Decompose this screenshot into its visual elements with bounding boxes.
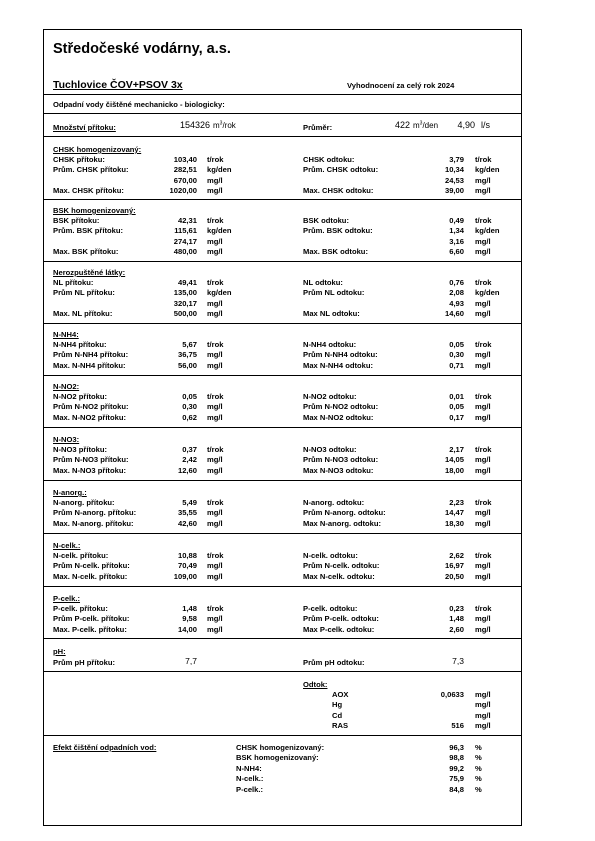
- divider: [43, 261, 522, 262]
- inflow-value: 480,00: [173, 247, 197, 257]
- avg-value: 422: [394, 120, 410, 130]
- inflow-value: 12,60: [177, 465, 197, 475]
- outflow-value: 10,34: [444, 165, 464, 175]
- inflow-value: 36,75: [177, 350, 197, 360]
- divider: [43, 533, 522, 534]
- inflow-unit: t/rok: [207, 392, 224, 401]
- outflow-unit: t/rok: [475, 551, 492, 560]
- inflow-value: 274,17: [173, 236, 197, 246]
- inflow-label: Prům N-anorg. přítoku:: [53, 508, 137, 518]
- outflow-unit: mg/l: [475, 236, 491, 246]
- inflow-value: 9,58: [182, 614, 197, 624]
- flow-sec-value: 4,90: [457, 120, 475, 130]
- outflow-value: 0,17: [449, 412, 464, 422]
- outflow-label: Max N-celk. odtoku:: [303, 571, 375, 581]
- outflow-param-unit: mg/l: [475, 690, 491, 699]
- efficiency-value: 84,8: [449, 784, 464, 794]
- outflow-unit: t/rok: [475, 498, 492, 507]
- outflow-label: Max NL odtoku:: [303, 309, 360, 319]
- outflow-unit: mg/l: [475, 624, 491, 634]
- outflow-value: 0,49: [449, 216, 464, 225]
- outflow-value: 14,60: [444, 309, 464, 319]
- flow-label: Množství přítoku:: [53, 123, 116, 132]
- avg-label: Průměr:: [303, 123, 333, 132]
- inflow-unit: kg/den: [207, 288, 232, 298]
- inflow-unit: kg/den: [207, 226, 232, 236]
- outflow-label: CHSK odtoku:: [303, 155, 355, 164]
- inflow-value: 282,51: [173, 165, 197, 175]
- outflow-value: 0,05: [449, 402, 464, 412]
- efficiency-label: N-celk.:: [236, 774, 264, 784]
- outflow-label: N-NO3 odtoku:: [303, 445, 357, 454]
- inflow-unit: mg/l: [207, 247, 223, 257]
- inflow-label: Max. N-anorg. přítoku:: [53, 518, 134, 528]
- outflow-label: Prům. CHSK odtoku:: [303, 165, 379, 175]
- avg-unit: $m^3$/den: [413, 120, 439, 130]
- outflow-unit: kg/den: [475, 226, 500, 236]
- outflow-unit: t/rok: [475, 340, 492, 349]
- outflow-unit: mg/l: [475, 175, 491, 185]
- outflow-unit: mg/l: [475, 247, 491, 257]
- inflow-label: Prům. BSK přítoku:: [53, 226, 124, 236]
- inflow-value: 42,31: [177, 216, 197, 225]
- inflow-unit: t/rok: [207, 278, 224, 287]
- divider: [43, 427, 522, 428]
- outflow-label: Prům N-NO3 odtoku:: [303, 455, 379, 465]
- inflow-unit: mg/l: [207, 571, 223, 581]
- outflow-value: 1,34: [449, 226, 464, 236]
- inflow-unit: mg/l: [207, 186, 223, 196]
- section-title: N-NO3:: [53, 435, 80, 444]
- inflow-label: N-NO2 přítoku:: [53, 392, 107, 401]
- inflow-label: NL přítoku:: [53, 278, 94, 287]
- inflow-label: Max. NL přítoku:: [53, 309, 113, 319]
- outflow-label: Max N-anorg. odtoku:: [303, 518, 382, 528]
- inflow-label: Max. BSK přítoku:: [53, 247, 119, 257]
- inflow-unit: mg/l: [207, 614, 223, 624]
- inflow-value: 35,55: [177, 508, 197, 518]
- flow-sec-unit: l/s: [481, 120, 490, 130]
- outflow-value: 2,23: [449, 498, 464, 507]
- outflow-label: Max N-NO2 odtoku:: [303, 412, 374, 422]
- outflow-param-unit: mg/l: [475, 700, 491, 710]
- efficiency-unit: %: [475, 753, 482, 763]
- divider: [43, 94, 522, 95]
- inflow-unit: t/rok: [207, 498, 224, 507]
- inflow-unit: mg/l: [207, 360, 223, 370]
- outflow-value: 6,60: [449, 247, 464, 257]
- inflow-unit: mg/l: [207, 508, 223, 518]
- efficiency-value: 75,9: [449, 774, 464, 784]
- inflow-value: 1020,00: [169, 186, 197, 196]
- inflow-label: Prům N-celk. přítoku:: [53, 561, 130, 571]
- outflow-value: 4,93: [449, 298, 464, 308]
- outflow-param-label: Hg: [332, 700, 343, 710]
- outflow-value: 1,48: [449, 614, 464, 624]
- inflow-label: P-celk. přítoku:: [53, 604, 108, 613]
- inflow-unit: t/rok: [207, 340, 224, 349]
- section-title: Nerozpuštěné látky:: [53, 268, 126, 277]
- outflow-unit: t/rok: [475, 445, 492, 454]
- outflow-value: 16,97: [444, 561, 464, 571]
- outflow-unit: t/rok: [475, 392, 492, 401]
- efficiency-unit: %: [475, 743, 482, 752]
- outflow-param-value: 0,0633: [440, 690, 464, 699]
- inflow-value: 14,00: [177, 624, 197, 634]
- inflow-value: 103,40: [173, 155, 197, 164]
- outflow-title: Odtok:: [303, 680, 328, 689]
- outflow-unit: mg/l: [475, 186, 491, 196]
- inflow-label: BSK přítoku:: [53, 216, 100, 225]
- inflow-value: 0,30: [182, 402, 197, 412]
- outflow-label: Prům P-celk. odtoku:: [303, 614, 379, 624]
- outflow-param-unit: mg/l: [475, 710, 491, 720]
- inflow-value: 135,00: [173, 288, 197, 298]
- outflow-unit: mg/l: [475, 518, 491, 528]
- outflow-unit: mg/l: [475, 455, 491, 465]
- inflow-value: 10,88: [177, 551, 197, 560]
- inflow-unit: mg/l: [207, 309, 223, 319]
- inflow-unit: mg/l: [207, 561, 223, 571]
- outflow-value: 0,01: [449, 392, 464, 401]
- section-title: N-NH4:: [53, 330, 79, 339]
- outflow-value: 2,60: [449, 624, 464, 634]
- outflow-unit: mg/l: [475, 309, 491, 319]
- outflow-label: Prům N-celk. odtoku:: [303, 561, 380, 571]
- inflow-label: Prům NL přítoku:: [53, 288, 115, 298]
- inflow-value: 49,41: [177, 278, 197, 287]
- water-type: Odpadní vody čištěné mechanicko - biologicky:: [53, 100, 225, 109]
- outflow-unit: mg/l: [475, 350, 491, 360]
- plant-name: Tuchlovice ČOV+PSOV 3x: [53, 79, 183, 91]
- section-title: CHSK homogenizovaný:: [53, 145, 142, 154]
- outflow-label: Prům N-NH4 odtoku:: [303, 350, 378, 360]
- divider: [43, 323, 522, 324]
- outflow-unit: t/rok: [475, 216, 492, 225]
- inflow-unit: mg/l: [207, 298, 223, 308]
- outflow-unit: mg/l: [475, 508, 491, 518]
- inflow-unit: mg/l: [207, 412, 223, 422]
- outflow-value: 0,71: [449, 360, 464, 370]
- inflow-label: Prům N-NH4 přítoku:: [53, 350, 129, 360]
- ph-out-label: Prům pH odtoku:: [303, 658, 365, 667]
- section-title: N-celk.:: [53, 541, 81, 550]
- efficiency-label: P-celk.:: [236, 784, 264, 794]
- inflow-value: 1,48: [182, 604, 197, 613]
- outflow-unit: mg/l: [475, 298, 491, 308]
- inflow-label: N-NH4 přítoku:: [53, 340, 107, 349]
- efficiency-label: CHSK homogenizovaný:: [236, 743, 325, 752]
- outflow-unit: mg/l: [475, 571, 491, 581]
- outflow-unit: t/rok: [475, 604, 492, 613]
- inflow-unit: mg/l: [207, 402, 223, 412]
- inflow-value: 500,00: [173, 309, 197, 319]
- divider: [43, 480, 522, 481]
- outflow-unit: t/rok: [475, 278, 492, 287]
- outflow-label: Max P-celk. odtoku:: [303, 624, 375, 634]
- outflow-unit: t/rok: [475, 155, 492, 164]
- efficiency-unit: %: [475, 774, 482, 784]
- outflow-param-label: AOX: [332, 690, 349, 699]
- inflow-label: N-celk. přítoku:: [53, 551, 109, 560]
- outflow-label: Prům. BSK odtoku:: [303, 226, 373, 236]
- outflow-param-label: RAS: [332, 721, 349, 731]
- inflow-label: Max. N-NO3 přítoku:: [53, 465, 126, 475]
- inflow-unit: t/rok: [207, 216, 224, 225]
- divider: [43, 375, 522, 376]
- inflow-value: 2,42: [182, 455, 197, 465]
- inflow-unit: t/rok: [207, 445, 224, 454]
- efficiency-value: 99,2: [449, 763, 464, 773]
- outflow-param-unit: mg/l: [475, 721, 491, 731]
- outflow-unit: mg/l: [475, 465, 491, 475]
- ph-out-value: 7,3: [452, 656, 464, 666]
- section-title: P-celk.:: [53, 594, 81, 603]
- inflow-unit: mg/l: [207, 455, 223, 465]
- inflow-label: Max. N-NH4 přítoku:: [53, 360, 126, 370]
- outflow-value: 18,30: [444, 518, 464, 528]
- divider: [43, 199, 522, 200]
- outflow-label: N-NO2 odtoku:: [303, 392, 357, 401]
- outflow-label: NL odtoku:: [303, 278, 343, 287]
- inflow-unit: t/rok: [207, 155, 224, 164]
- efficiency-unit: %: [475, 763, 482, 773]
- outflow-value: 0,30: [449, 350, 464, 360]
- inflow-unit: kg/den: [207, 165, 232, 175]
- inflow-label: Prům P-celk. přítoku:: [53, 614, 130, 624]
- inflow-value: 320,17: [173, 298, 197, 308]
- outflow-label: N-NH4 odtoku:: [303, 340, 357, 349]
- inflow-label: Prům N-NO2 přítoku:: [53, 402, 129, 412]
- ph-in-label: Prům pH přítoku:: [53, 658, 116, 667]
- outflow-label: Prům NL odtoku:: [303, 288, 365, 298]
- efficiency-value: 96,3: [449, 743, 464, 752]
- divider: [43, 113, 522, 114]
- outflow-label: Prům N-anorg. odtoku:: [303, 508, 386, 518]
- inflow-value: 0,62: [182, 412, 197, 422]
- outflow-label: Max. CHSK odtoku:: [303, 186, 374, 196]
- outflow-value: 2,62: [449, 551, 464, 560]
- section-title: BSK homogenizovaný:: [53, 206, 136, 215]
- inflow-value: 670,00: [173, 175, 197, 185]
- inflow-unit: mg/l: [207, 175, 223, 185]
- outflow-unit: mg/l: [475, 614, 491, 624]
- inflow-unit: mg/l: [207, 350, 223, 360]
- inflow-value: 5,49: [182, 498, 197, 507]
- ph-in-value: 7,7: [185, 656, 197, 666]
- outflow-label: Prům N-NO2 odtoku:: [303, 402, 379, 412]
- inflow-label: Max. N-NO2 přítoku:: [53, 412, 126, 422]
- outflow-value: 0,76: [449, 278, 464, 287]
- inflow-value: 56,00: [177, 360, 197, 370]
- inflow-value: 0,05: [182, 392, 197, 401]
- outflow-value: 0,05: [449, 340, 464, 349]
- flow-value: 154326: [179, 120, 210, 130]
- inflow-value: 70,49: [177, 561, 197, 571]
- inflow-label: N-NO3 přítoku:: [53, 445, 107, 454]
- inflow-label: Prům N-NO3 přítoku:: [53, 455, 129, 465]
- outflow-value: 18,00: [444, 465, 464, 475]
- inflow-label: CHSK přítoku:: [53, 155, 105, 164]
- outflow-label: N-anorg. odtoku:: [303, 498, 365, 507]
- outflow-value: 39,00: [444, 186, 464, 196]
- inflow-unit: mg/l: [207, 236, 223, 246]
- inflow-label: Max. P-celk. přítoku:: [53, 624, 127, 634]
- outflow-value: 14,47: [444, 508, 464, 518]
- divider: [43, 671, 522, 672]
- inflow-value: 42,60: [177, 518, 197, 528]
- inflow-unit: mg/l: [207, 518, 223, 528]
- inflow-unit: mg/l: [207, 465, 223, 475]
- outflow-label: Max N-NO3 odtoku:: [303, 465, 374, 475]
- outflow-label: N-celk. odtoku:: [303, 551, 358, 560]
- outflow-unit: mg/l: [475, 360, 491, 370]
- inflow-label: Max. CHSK přítoku:: [53, 186, 124, 196]
- inflow-value: 115,61: [174, 226, 197, 236]
- divider: [43, 136, 522, 137]
- outflow-param-label: Cd: [332, 710, 343, 720]
- flow-unit: $m^3$/rok: [213, 120, 236, 130]
- inflow-label: Prům. CHSK přítoku:: [53, 165, 129, 175]
- inflow-unit: t/rok: [207, 551, 224, 560]
- report-period: Vyhodnocení za celý rok 2024: [347, 81, 455, 90]
- outflow-value: 14,05: [444, 455, 464, 465]
- inflow-label: N-anorg. přítoku:: [53, 498, 115, 507]
- outflow-unit: kg/den: [475, 165, 500, 175]
- divider: [43, 735, 522, 736]
- outflow-value: 0,23: [449, 604, 464, 613]
- outflow-unit: mg/l: [475, 412, 491, 422]
- efficiency-unit: %: [475, 784, 482, 794]
- inflow-value: 5,67: [182, 340, 197, 349]
- outflow-value: 3,79: [449, 155, 464, 164]
- efficiency-title: Efekt čištění odpadních vod:: [53, 743, 157, 752]
- company-name: Středočeské vodárny, a.s.: [53, 41, 231, 57]
- inflow-value: 109,00: [173, 571, 197, 581]
- outflow-value: 24,53: [444, 175, 464, 185]
- divider: [43, 638, 522, 639]
- outflow-label: Max. BSK odtoku:: [303, 247, 368, 257]
- outflow-value: 20,50: [444, 571, 464, 581]
- outflow-value: 3,16: [449, 236, 464, 246]
- inflow-label: Max. N-celk. přítoku:: [53, 571, 128, 581]
- inflow-unit: mg/l: [207, 624, 223, 634]
- outflow-unit: mg/l: [475, 561, 491, 571]
- section-title: N-anorg.:: [53, 488, 87, 497]
- efficiency-label: BSK homogenizovaný:: [236, 753, 319, 763]
- outflow-label: BSK odtoku:: [303, 216, 349, 225]
- divider: [43, 586, 522, 587]
- efficiency-label: N-NH4:: [236, 763, 262, 773]
- outflow-label: P-celk. odtoku:: [303, 604, 358, 613]
- inflow-value: 0,37: [182, 445, 197, 454]
- inflow-unit: t/rok: [207, 604, 224, 613]
- efficiency-value: 98,8: [449, 753, 464, 763]
- outflow-value: 2,08: [449, 288, 464, 298]
- outflow-unit: mg/l: [475, 402, 491, 412]
- outflow-value: 2,17: [449, 445, 464, 454]
- ph-title: pH:: [53, 647, 66, 656]
- outflow-param-value: 516: [451, 721, 464, 731]
- outflow-unit: kg/den: [475, 288, 500, 298]
- outflow-label: Max N-NH4 odtoku:: [303, 360, 374, 370]
- section-title: N-NO2:: [53, 382, 80, 391]
